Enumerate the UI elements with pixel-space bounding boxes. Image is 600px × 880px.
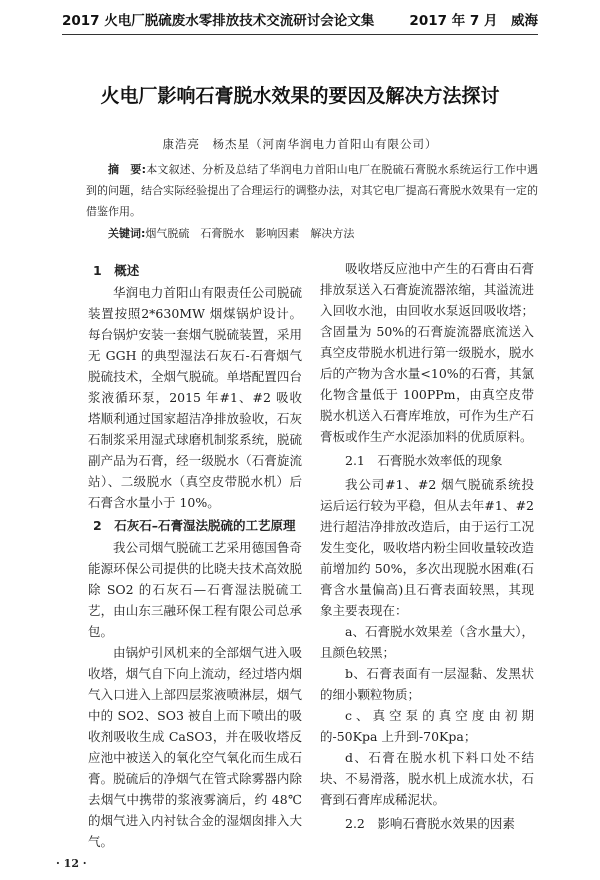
left-column (56, 258, 302, 872)
right-column (320, 258, 534, 872)
list-item: a、石膏脱水效果差（含水量大），且颜色较黑； (320, 624, 534, 660)
abstract (86, 159, 538, 222)
keywords (86, 224, 538, 244)
list-item: b、石膏表面有一层湿黏、发黑状的细小颗粒物质； (320, 666, 534, 702)
paragraph: 华润电力首阳山有限责任公司脱硫装置按照2*630MW 烟煤锅炉设计。每台锅炉安装一套烟气脱硫装置，采用无 GGH 的典型湿法石灰石-石膏烟气脱硫技术，全烟气脱硫。单塔配置四台浆液循环泵，2015 年#1、#2 吸收塔顺利通过国家超洁净排放验收，石灰石制浆采用湿式球磨机制浆系统，脱硫副产品为石膏，经一级脱水（石膏旋流站）、二级脱水（真空皮带脱水机）后石膏含水量小于 10%。 (88, 285, 302, 510)
date-place: 2017 年 7 月 威海 (409, 13, 538, 29)
subsection-heading: 2.1 石膏脱水效率低的现象 (345, 453, 503, 468)
abstract-label: 摘 要: (108, 163, 146, 176)
list-item: c、真空泵的真空度由初期的-50Kpa 上升到-70Kpa； (320, 708, 534, 744)
list-item: d、石膏在脱水机下料口处不结块、不易滑落，脱水机上成流水状，石膏到石膏库成稀泥状。 (320, 750, 534, 807)
journal-name: 2017 火电厂脱硫废水零排放技术交流研讨会论文集 (62, 13, 375, 29)
authors: 康浩亮 杨杰星（河南华润电力首阳山有限公司） (162, 137, 438, 151)
keywords-text: 烟气脱硫 石膏脱水 影响因素 解决方法 (145, 227, 355, 240)
header-rule (62, 34, 538, 35)
abstract-text: 本文叙述、分析及总结了华润电力首阳山电厂在脱硫石膏脱水系统运行工作中遇到的问题，结合实际经验提出了合理运行的调整办法，对其它电厂提高石膏脱水效果有一定的借鉴作用。 (86, 163, 538, 218)
section-heading: 1 概述 (93, 263, 140, 278)
paragraph: 吸收塔反应池中产生的石膏由石膏排放泵送入石膏旋流器浓缩，其溢流进入回收水池，由回收水泵返回吸收塔；含固量为 50%的石膏旋流器底流送入真空皮带脱水机进行第一级脱水，脱水后的产物为含水量<10%的石膏，其氯化物含量低于 100PPm，由真空皮带脱水机送入石膏库堆放，可作为生产石膏板或作生产水泥添加料的优质原料。 (320, 261, 534, 444)
running-header (62, 10, 538, 32)
body-columns (56, 258, 534, 872)
page-number: · 12 · (56, 857, 87, 870)
section-heading: 2 石灰石–石膏湿法脱硫的工艺原理 (93, 518, 296, 533)
paper-title: 火电厂影响石膏脱水效果的要因及解决方法探讨 (100, 85, 500, 107)
paragraph: 我公司烟气脱硫工艺采用德国鲁奇能源环保公司提供的比晓夫技术高效脱除 SO2 的石灰石—石膏湿法脱硫工艺，由山东三融环保工程有限公司总承包。 (88, 540, 302, 639)
paragraph: 我公司#1、#2 烟气脱硫系统投运后运行较为平稳，但从去年#1、#2 进行超洁净排放改造后，由于运行工况发生变化，吸收塔内粉尘回收量较改造前增加约 50%，多次出现脱水困难(石膏含水量偏高)且石膏表面较黑，其现象主要表现在： (320, 477, 534, 618)
keywords-label: 关键词: (108, 227, 146, 240)
subsection-heading: 2.2 影响石膏脱水效果的因素 (345, 816, 515, 831)
paragraph: 由锅炉引风机来的全部烟气进入吸收塔，烟气自下向上流动，经过塔内烟气入口进入上部四层浆液喷淋层，烟气中的 SO2、SO3 被自上而下喷出的吸收剂吸收生成 CaSO3，并在吸收塔反应池中被送入的氧化空气氧化而生成石膏。脱硫后的净烟气在管式除雾器内除去烟气中携带的浆液雾滴后，约 48℃的烟气进入内衬钛合金的湿烟囱排入大气。 (88, 645, 302, 849)
